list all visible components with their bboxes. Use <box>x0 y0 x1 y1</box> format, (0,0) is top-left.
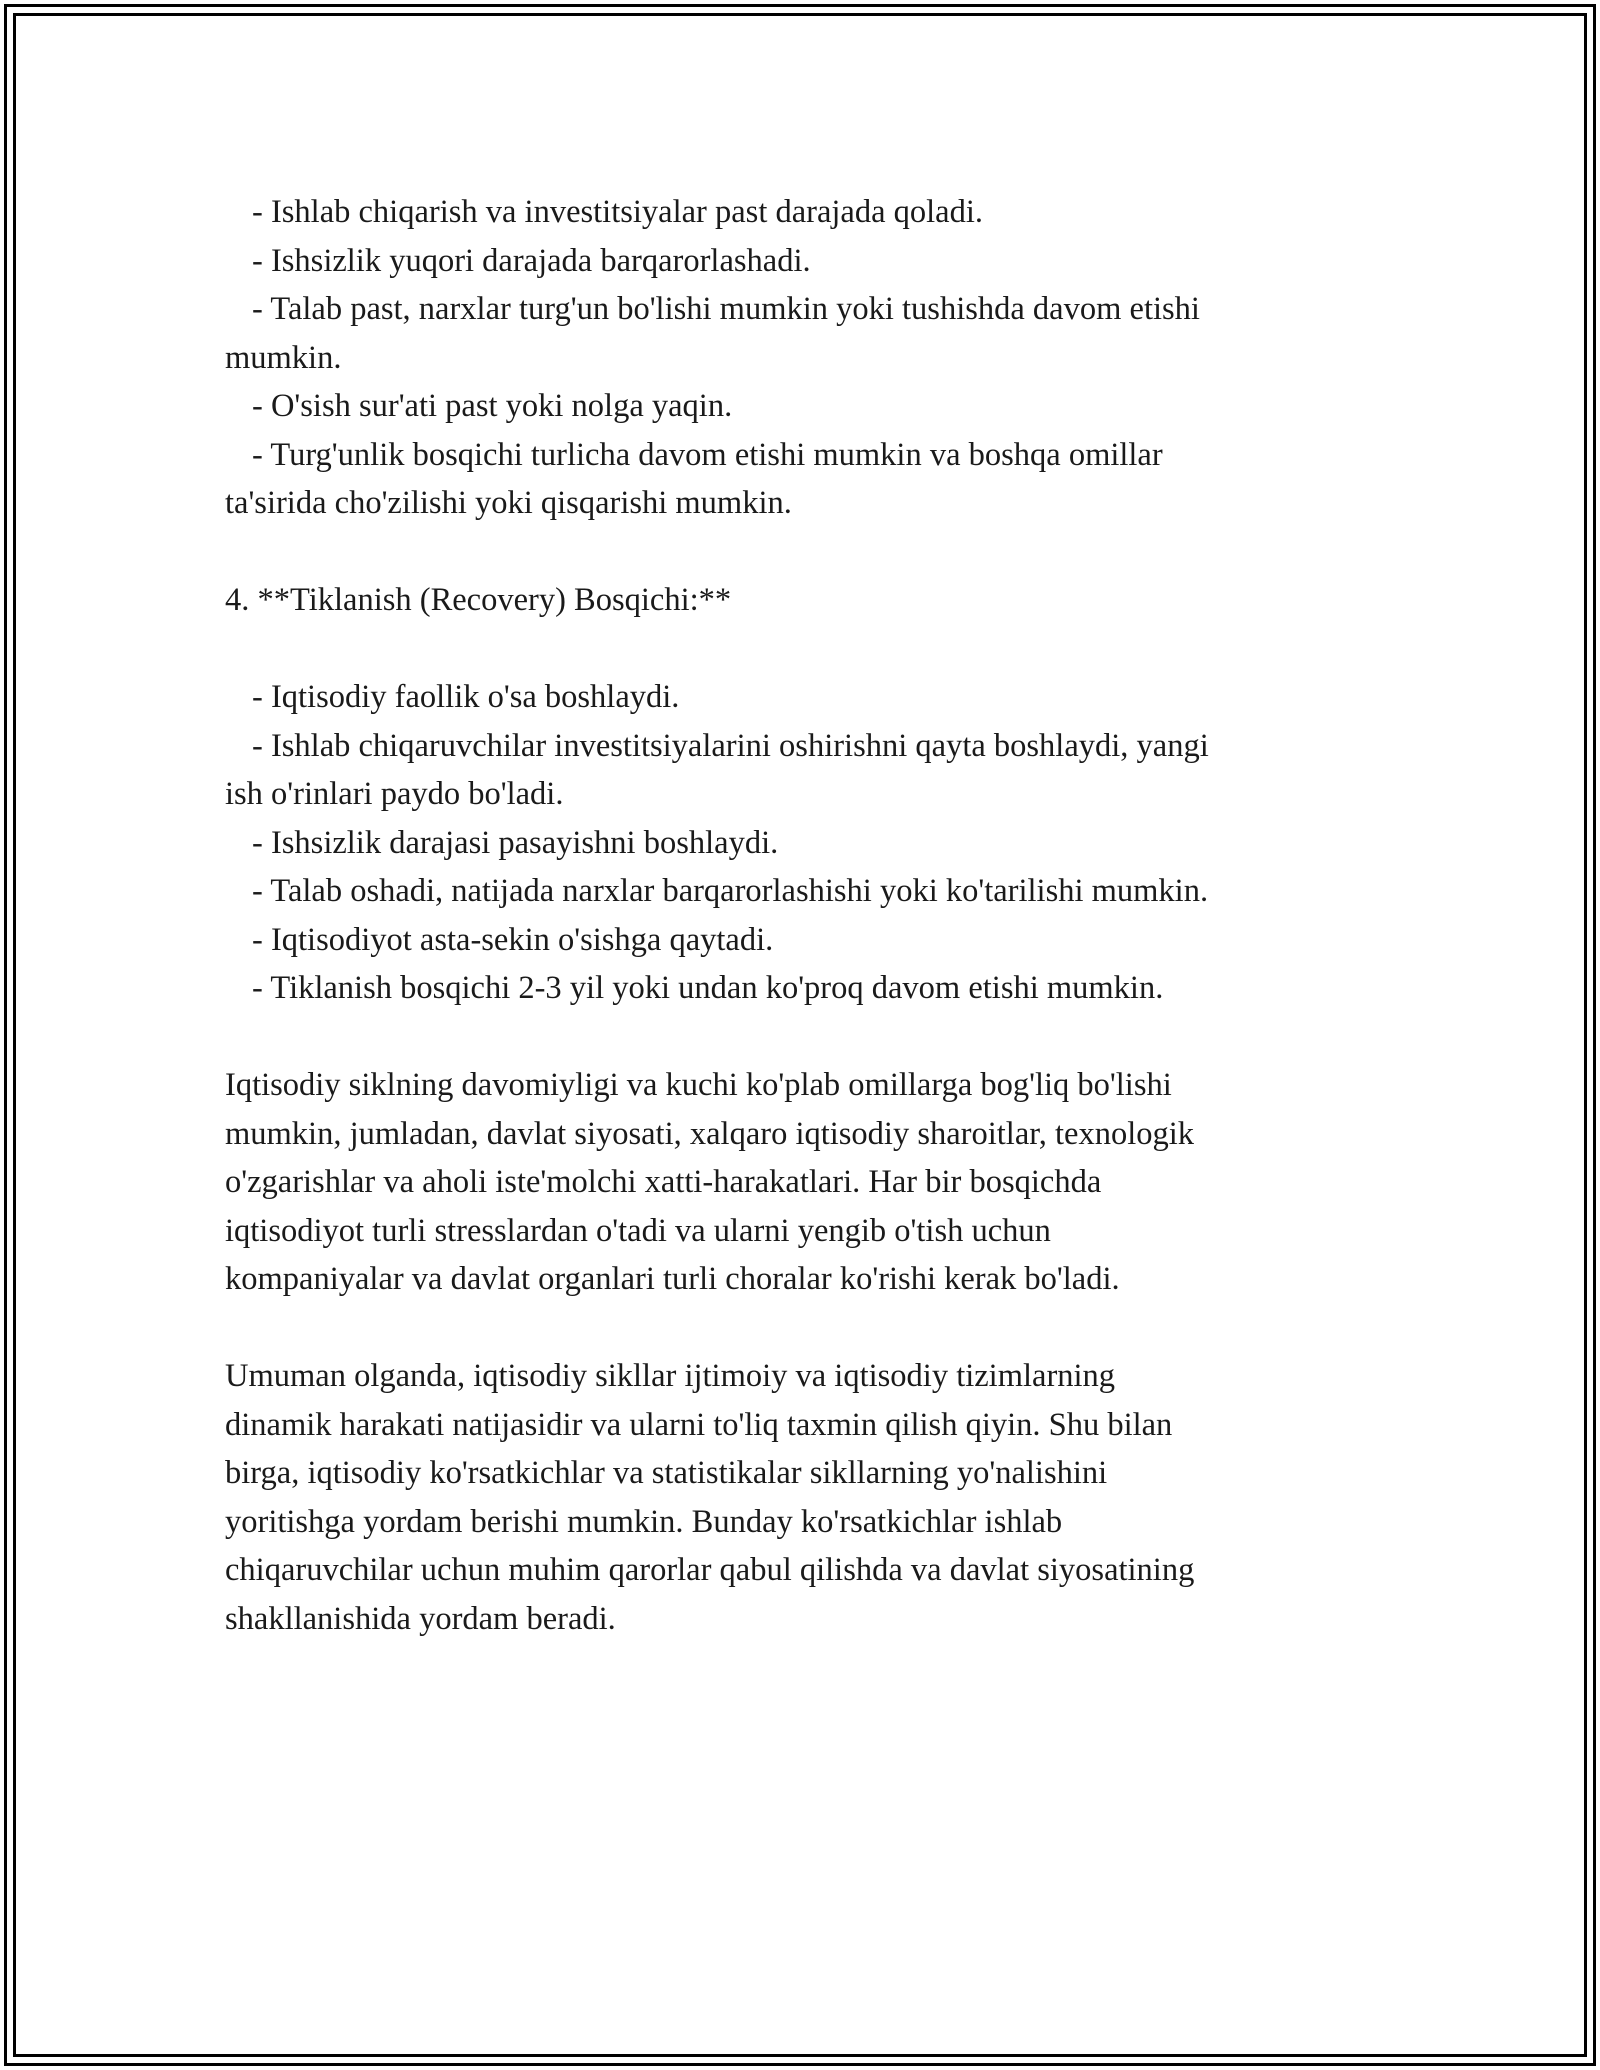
bullet-stagnation-line1: - Turg'unlik bosqichi turlicha davom etishi mumkin va boshqa omillar <box>252 436 1163 473</box>
bullet-investment-line2: ish o'rinlari paydo bo'ladi. <box>225 776 564 812</box>
paragraph2-line: dinamik harakati natijasidir va ularni to'liq taxmin qilish qiyin. Shu bilan <box>225 1406 1173 1443</box>
paragraph-gap <box>225 1304 1365 1353</box>
paragraph2-line: birga, iqtisodiy ko'rsatkichlar va statistikalar sikllarning yo'nalishini <box>225 1455 1108 1491</box>
bullet-unemployment: - Ishsizlik yuqori darajada barqarorlashadi. <box>252 242 811 279</box>
bullet-demand-line2: mumkin. <box>225 339 342 376</box>
bullet-activity: - Iqtisodiy faollik o'sa boshlaydi. <box>252 679 680 715</box>
bullet-unemployment-decline: - Ishsizlik darajasi pasayishni boshlaydi. <box>252 824 779 861</box>
bullet-investment-line1: - Ishlab chiqaruvchilar investitsiyalarini oshirishni qayta boshlaydi, yangi <box>252 727 1209 764</box>
bullet-recovery-duration: - Tiklanish bosqichi 2-3 yil yoki undan ko'proq davom etishi mumkin. <box>252 970 1164 1006</box>
paragraph-gap <box>225 625 1365 674</box>
paragraph2-line: shakllanishida yordam beradi. <box>225 1600 616 1637</box>
bullet-demand-line1: - Talab past, narxlar turg'un bo'lishi mumkin yoki tushishda davom etishi <box>252 291 1200 327</box>
paragraph1-line: mumkin, jumladan, davlat siyosati, xalqaro iqtisodiy sharoitlar, texnologik <box>225 1115 1195 1152</box>
paragraph2-line: yoritishga yordam berishi mumkin. Bunday ko'rsatkichlar ishlab <box>225 1503 1063 1540</box>
section-heading-recovery: 4. **Tiklanish (Recovery) Bosqichi:** <box>225 582 732 618</box>
bullet-growth-rate: - O'sish sur'ati past yoki nolga yaqin. <box>252 388 733 424</box>
paragraph2-line: chiqaruvchilar uchun muhim qarorlar qabul qilishda va davlat siyosatining <box>225 1552 1195 1588</box>
paragraph1-line: o'zgarishlar va aholi iste'molchi xatti-harakatlari. Har bir bosqichda <box>225 1164 1102 1200</box>
paragraph1-line: iqtisodiyot turli stresslardan o'tadi va ularni yengib o'tish uchun <box>225 1212 1051 1249</box>
bullet-demand-rise: - Talab oshadi, natijada narxlar barqarorlashishi yoki ko'tarilishi mumkin. <box>252 873 1209 909</box>
bullet-economy-growth: - Iqtisodiyot asta-sekin o'sishga qaytadi. <box>252 921 774 958</box>
document-body <box>225 188 1365 1643</box>
paragraph2-line: Umuman olganda, iqtisodiy sikllar ijtimoiy va iqtisodiy tizimlarning <box>225 1358 1116 1394</box>
bullet-stagnation-line2: ta'sirida cho'zilishi yoki qisqarishi mumkin. <box>225 485 792 521</box>
bullet-production: - Ishlab chiqarish va investitsiyalar past darajada qoladi. <box>252 194 984 230</box>
paragraph-gap <box>225 1013 1365 1062</box>
paragraph1-line: kompaniyalar va davlat organlari turli choralar ko'rishi kerak bo'ladi. <box>225 1261 1120 1297</box>
paragraph1-line: Iqtisodiy siklning davomiyligi va kuchi ko'plab omillarga bog'liq bo'lishi <box>225 1067 1172 1103</box>
paragraph-gap <box>225 528 1365 577</box>
